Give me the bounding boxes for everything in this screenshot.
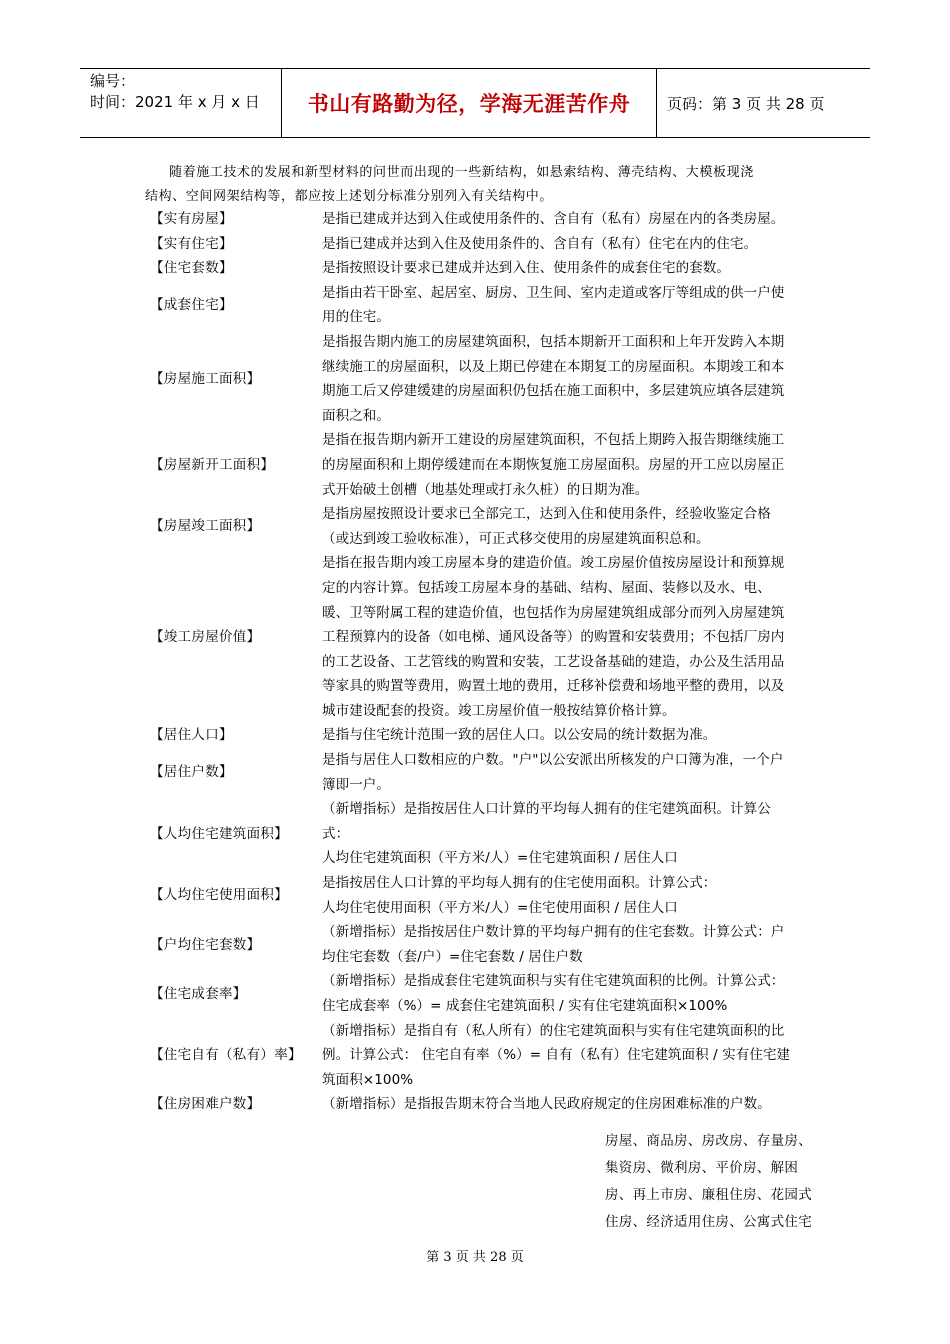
definition-term: 【实有住宅】 xyxy=(150,235,233,252)
definition-line: 是指按照设计要求已建成并达到入住、使用条件的成套住宅的套数。 xyxy=(322,260,730,277)
definition-description xyxy=(322,797,818,871)
definition-line: 式： xyxy=(322,825,350,842)
definition-line: 人均住宅使用面积（平方米/人）=住宅使用面积 / 居住人口 xyxy=(322,899,678,916)
header-page-info: 页码：第 3 页 共 28 页 xyxy=(667,94,825,113)
definition-row xyxy=(150,723,825,748)
house-type-line: 房、再上市房、廉租住房、花园式 xyxy=(605,1187,812,1203)
definition-line: （新增指标）是指按居住人口计算的平均每人拥有的住宅建筑面积。计算公 xyxy=(322,801,771,818)
definition-description xyxy=(322,920,818,969)
definition-line: 人均住宅建筑面积（平方米/人）=住宅建筑面积 / 居住人口 xyxy=(322,850,678,867)
definition-description xyxy=(322,723,818,748)
definition-line: 的房屋面积和上期停缓建而在本期恢复施工房屋面积。房屋的开工应以房屋正 xyxy=(322,456,785,473)
definition-description xyxy=(322,969,818,1018)
definition-term: 【居住户数】 xyxy=(150,764,233,781)
definition-description xyxy=(322,1092,818,1117)
definition-list xyxy=(150,207,825,1117)
intro-line-2: 结构、空间网架结构等，都应按上述划分标准分别列入有关结构中。 xyxy=(145,189,554,204)
definition-line: 是指按居住人口计算的平均每人拥有的住宅使用面积。计算公式： xyxy=(322,875,717,892)
definition-row xyxy=(150,502,825,551)
definition-line: 筑面积×100% xyxy=(322,1071,414,1088)
definition-term: 【户均住宅套数】 xyxy=(150,936,261,953)
definition-term: 【房屋施工面积】 xyxy=(150,370,261,387)
definition-row xyxy=(150,281,825,330)
definition-row xyxy=(150,1019,825,1093)
definition-description xyxy=(322,256,818,281)
definition-line: 是指在报告期内竣工房屋本身的建造价值。竣工房屋价值按房屋设计和预算规 xyxy=(322,555,785,572)
definition-term: 【住宅自有（私有）率】 xyxy=(150,1047,302,1064)
definition-line: 式开始破土创槽（地基处理或打永久桩）的日期为准。 xyxy=(322,481,649,498)
intro-line-1: 随着施工技术的发展和新型材料的问世而出现的一些新结构，如悬索结构、薄壳结构、大模板现浇 xyxy=(169,165,754,180)
definition-line: 用的住宅。 xyxy=(322,309,390,326)
definition-line: 的工艺设备、工艺管线的购置和安装，工艺设备基础的建造，办公及生活用品 xyxy=(322,653,785,670)
house-type-list xyxy=(605,1128,827,1236)
definition-line: 是指报告期内施工的房屋建筑面积，包括本期新开工面积和上年开发跨入本期 xyxy=(322,333,785,350)
definition-line: 是指与住宅统计范围一致的居住人口。以公安局的统计数据为准。 xyxy=(322,727,717,744)
document-date: 时间：2021 年 x 月 x 日 xyxy=(90,93,260,111)
definition-line: 例。计算公式： 住宅自有率（%）= 自有（私有）住宅建筑面积 / 实有住宅建 xyxy=(322,1047,791,1064)
definition-line: 面积之和。 xyxy=(322,407,390,424)
house-type-line: 房屋、商品房、房改房、存量房、 xyxy=(605,1133,812,1149)
definition-row xyxy=(150,551,825,723)
definition-term: 【竣工房屋价值】 xyxy=(150,629,261,646)
page-footer: 第 3 页 共 28 页 xyxy=(426,1250,524,1265)
definition-row xyxy=(150,969,825,1018)
definition-term: 【成套住宅】 xyxy=(150,297,233,314)
definition-line: 工程预算内的设备（如电梯、通风设备等）的购置和安装费用；不包括厂房内 xyxy=(322,629,785,646)
definition-line: 等家具的购置等费用，购置土地的费用，迁移补偿费和场地平整的费用，以及 xyxy=(322,678,785,695)
page-header xyxy=(80,68,870,138)
definition-row xyxy=(150,748,825,797)
definition-description xyxy=(322,551,818,723)
definition-description xyxy=(322,748,818,797)
house-type-line: 住房、经济适用住房、公寓式住宅 xyxy=(605,1214,812,1230)
definition-line: 均住宅套数（套/户）=住宅套数 / 居住户数 xyxy=(322,948,583,965)
definition-row xyxy=(150,207,825,232)
definition-term: 【人均住宅使用面积】 xyxy=(150,887,288,904)
definition-line: 簿即一户。 xyxy=(322,776,390,793)
definition-description xyxy=(322,281,818,330)
definition-row xyxy=(150,871,825,920)
document-number-label: 编号： xyxy=(90,72,136,90)
definition-row xyxy=(150,920,825,969)
definition-line: 是指由若干卧室、起居室、厨房、卫生间、室内走道或客厅等组成的供一户使 xyxy=(322,284,785,301)
header-motto: 书山有路勤为径，学海无涯苦作舟 xyxy=(282,69,657,137)
definition-line: 是指在报告期内新开工建设的房屋建筑面积，不包括上期跨入报告期继续施工 xyxy=(322,432,785,449)
definition-description xyxy=(322,871,818,920)
definition-term: 【住房困难户数】 xyxy=(150,1096,261,1113)
definition-description xyxy=(322,428,818,502)
intro-paragraph xyxy=(145,161,815,209)
definition-row xyxy=(150,428,825,502)
definition-line: （新增指标）是指成套住宅建筑面积与实有住宅建筑面积的比例。计算公式： xyxy=(322,973,785,990)
definition-line: 城市建设配套的投资。竣工房屋价值一般按结算价格计算。 xyxy=(322,702,676,719)
definition-term: 【实有房屋】 xyxy=(150,211,233,227)
definition-description xyxy=(322,207,818,232)
definition-line: 期施工后又停建缓建的房屋面积仍包括在施工面积中，多层建筑应填各层建筑 xyxy=(322,383,785,400)
definition-line: 继续施工的房屋面积，以及上期已停建在本期复工的房屋面积。本期竣工和本 xyxy=(322,358,785,375)
definition-term: 【住宅成套率】 xyxy=(150,985,247,1002)
definition-row xyxy=(150,256,825,281)
definition-row xyxy=(150,330,825,428)
definition-description xyxy=(322,502,818,551)
definition-line: （新增指标）是指报告期末符合当地人民政府规定的住房困难标准的户数。 xyxy=(322,1096,771,1113)
header-left-cell xyxy=(80,69,282,137)
definition-term: 【人均住宅建筑面积】 xyxy=(150,825,288,842)
definition-line: 是指已建成并达到入住及使用条件的、含自有（私有）住宅在内的住宅。 xyxy=(322,235,758,252)
definition-description xyxy=(322,330,818,428)
definition-line: 住宅成套率（%）= 成套住宅建筑面积 / 实有住宅建筑面积×100% xyxy=(322,998,728,1014)
definition-row xyxy=(150,232,825,257)
definition-line: 暖、卫等附属工程的建造价值，也包括作为房屋建筑组成部分而列入房屋建筑 xyxy=(322,604,785,621)
definition-row xyxy=(150,1092,825,1117)
definition-line: （新增指标）是指按居住户数计算的平均每户拥有的住宅套数。计算公式：户 xyxy=(322,924,785,941)
definition-line: 是指与居住人口数相应的户数。"户"以公安派出所核发的户口簿为准，一个户 xyxy=(322,752,784,769)
definition-row xyxy=(150,797,825,871)
definition-line: 是指房屋按照设计要求已全部完工，达到入住和使用条件，经验收鉴定合格 xyxy=(322,506,771,523)
definition-term: 【房屋竣工面积】 xyxy=(150,518,261,535)
definition-term: 【住宅套数】 xyxy=(150,260,233,277)
definition-description xyxy=(322,232,818,257)
definition-line: （新增指标）是指自有（私人所有）的住宅建筑面积与实有住宅建筑面积的比 xyxy=(322,1022,785,1039)
definition-description xyxy=(322,1019,818,1093)
definition-line: 是指已建成并达到入住或使用条件的、含自有（私有）房屋在内的各类房屋。 xyxy=(322,211,785,227)
definition-term: 【房屋新开工面积】 xyxy=(150,456,275,473)
definition-line: 定的内容计算。包括竣工房屋本身的基础、结构、屋面、装修以及水、电、 xyxy=(322,579,771,596)
definition-term: 【居住人口】 xyxy=(150,727,233,744)
definition-line: （或达到竣工验收标准），可正式移交使用的房屋建筑面积总和。 xyxy=(322,530,710,547)
house-type-line: 集资房、微利房、平价房、解困 xyxy=(605,1160,799,1176)
